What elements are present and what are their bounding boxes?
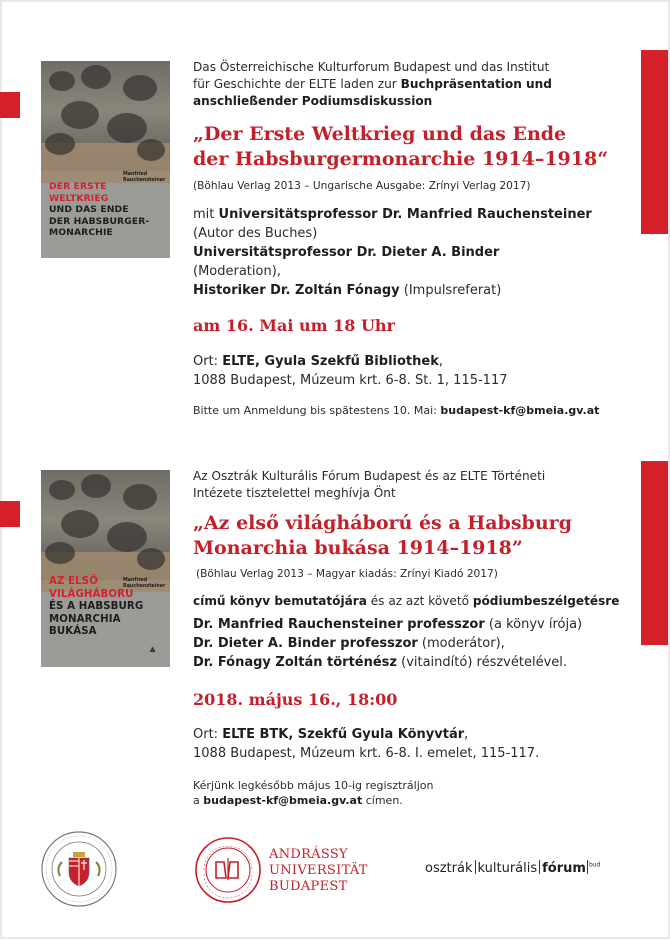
cover-title: DER ERSTE WELTKRIEG UND DAS ENDE DER HABSBURGER- MONARCHIE [49, 181, 150, 238]
accent-bar-left-2 [0, 501, 20, 527]
accent-bar-right-1 [641, 50, 668, 234]
accent-bar-right-2 [641, 461, 668, 645]
kulturforum-logo: osztrák kulturális fórum $^{bud}$ [425, 861, 601, 876]
accent-bar-left-1 [0, 92, 20, 118]
intro-german: Das Österreichische Kulturforum Budapest und das Institut für Geschichte der ELTE laden zur Buchpräsentation und anschließender Podiumsdiskussion [193, 60, 552, 108]
andrassy-seal-icon [194, 836, 262, 908]
book-cover-german [41, 61, 170, 258]
registration-hungarian: Kérjünk legkésőbb május 10-ig regisztráljon a budapest-kf@bmeia.gv.at címen. [193, 779, 434, 807]
event-date-german: am 16. Mai um 18 Uhr [193, 316, 395, 335]
event-date-hungarian: 2018. május 16., 18:00 [193, 690, 398, 709]
publisher-german: (Böhlau Verlag 2013 – Ungarische Ausgabe: Zrínyi Verlag 2017) [193, 180, 531, 192]
publisher-hungarian: (Böhlau Verlag 2013 – Magyar kiadás: Zrínyi Kiadó 2017) [196, 568, 498, 580]
andrassy-wordmark: ANDRÁSSY UNIVERSITÄT BUDAPEST [269, 847, 368, 894]
event-title-hungarian: „Az első világháború és a Habsburg Monarchia bukása 1914–1918” [193, 512, 572, 559]
publisher-mark-icon: ♣ [149, 646, 157, 655]
event-title-german: „Der Erste Weltkrieg und das Ende der Habsburgermonarchie 1914–1918“ [193, 123, 609, 170]
participants-german: mit Universitätsprofessor Dr. Manfried Rauchensteiner (Autor des Buches) Universitätsprofessor Dr. Dieter A. Binder (Moderation), Historiker Dr. Zoltán Fónagy (Impulsreferat) [193, 207, 592, 298]
cover-author: Manfried Rauchensteiner [123, 578, 166, 589]
location-hungarian: Ort: ELTE BTK, Szekfű Gyula Könyvtár, 1088 Budapest, Múzeum krt. 6-8. I. emelet, 115-117. [193, 727, 540, 761]
registration-email-link[interactable]: budapest-kf@bmeia.gv.at [203, 794, 363, 807]
book-cover-hungarian [41, 470, 170, 667]
participants-hungarian: Dr. Manfried Rauchensteiner professzor (a könyv írója) Dr. Dieter A. Binder professzor (moderátor), Dr. Fónagy Zoltán történész (vitaindító) részvételével. [193, 617, 583, 670]
elte-seal-logo [40, 830, 118, 912]
cover-title: AZ ELSŐ VILÁGHÁBORÚ ÉS A HABSBURG MONARCHIA BUKÁSA [49, 576, 144, 637]
intro-hungarian: Az Osztrák Kulturális Fórum Budapest és az ELTE Történeti Intézete tisztelettel meghívja Önt [193, 469, 546, 500]
registration-german: Bitte um Anmeldung bis spätestens 10. Mai: budapest-kf@bmeia.gv.at [193, 404, 600, 417]
cover-author: Manfried Rauchensteiner [123, 172, 166, 183]
presentation-line: című könyv bemutatójára és az azt követő pódiumbeszélgetésre [193, 594, 620, 608]
registration-email-link[interactable]: budapest-kf@bmeia.gv.at [440, 404, 600, 417]
location-german: Ort: ELTE, Gyula Szekfű Bibliothek, 1088 Budapest, Múzeum krt. 6-8. St. 1, 115-117 [193, 354, 508, 388]
